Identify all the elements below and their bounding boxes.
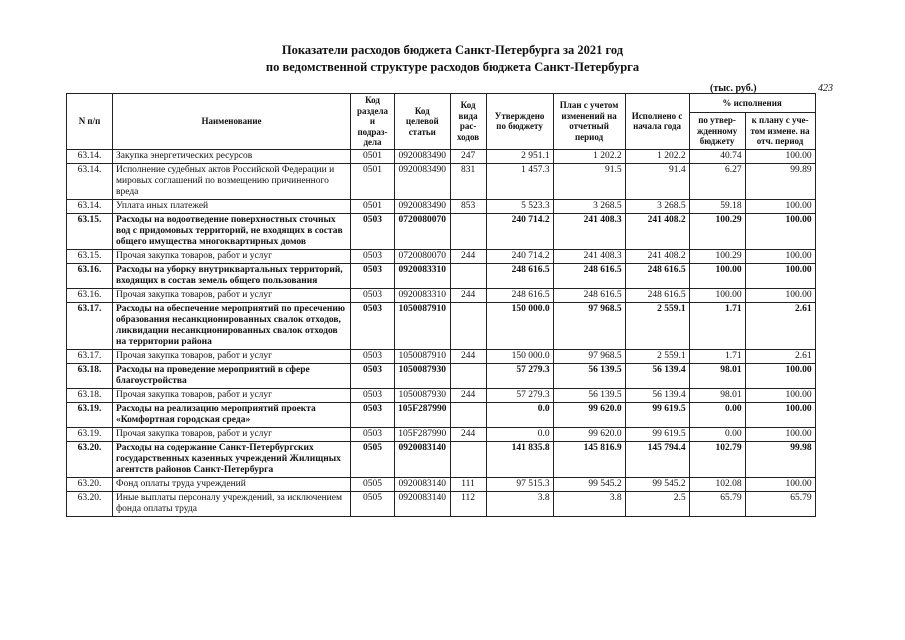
row-number: 63.17. [67,349,113,363]
table-row [67,249,816,263]
row-plan: 248 616.5 [553,288,625,302]
table-row [67,363,816,388]
page-number: 423 [818,83,833,94]
row-section-code: 0503 [351,427,395,441]
row-section-code: 0501 [351,149,395,163]
col-header-name: Наименование [113,94,351,150]
row-approved: 150 000.0 [486,302,553,349]
row-plan: 99 620.0 [553,402,625,427]
row-plan: 99 620.0 [553,427,625,441]
table-row [67,402,816,427]
row-target-code: 0720080070 [395,249,451,263]
row-approved: 1 457.3 [486,163,553,199]
row-target-code: 0920083140 [395,441,451,477]
row-plan: 56 139.5 [553,388,625,402]
row-section-code: 0503 [351,349,395,363]
row-plan: 1 202.2 [553,149,625,163]
row-section-code: 0503 [351,213,395,249]
row-name: Расходы на уборку внутриквартальных территорий, входящих в состав земель общего пользования [113,263,351,288]
col-header-pct-group: % исполнения [689,94,815,113]
row-pct-budget: 102.79 [689,441,745,477]
row-pct-plan: 100.00 [745,427,815,441]
row-kind-code: 244 [450,288,486,302]
row-number: 63.19. [67,427,113,441]
row-done: 248 616.5 [625,288,689,302]
row-pct-plan: 100.00 [745,213,815,249]
row-name: Прочая закупка товаров, работ и услуг [113,427,351,441]
row-section-code: 0505 [351,491,395,516]
row-plan: 97 968.5 [553,302,625,349]
table-body [67,149,816,516]
row-done: 56 139.4 [625,388,689,402]
row-approved: 57 279.3 [486,363,553,388]
row-pct-budget: 0.00 [689,402,745,427]
row-pct-plan: 100.00 [745,363,815,388]
row-plan: 97 968.5 [553,349,625,363]
table-row [67,302,816,349]
row-pct-budget: 100.29 [689,249,745,263]
row-pct-plan: 99.89 [745,163,815,199]
row-approved: 0.0 [486,427,553,441]
row-approved: 97 515.3 [486,477,553,491]
row-approved: 57 279.3 [486,388,553,402]
row-kind-code: 112 [450,491,486,516]
row-done: 241 408.2 [625,213,689,249]
row-name: Фонд оплаты труда учреждений [113,477,351,491]
col-header-approved: Утверждено по бюджету [486,94,553,150]
row-plan: 56 139.5 [553,363,625,388]
row-kind-code [450,302,486,349]
row-plan: 145 816.9 [553,441,625,477]
row-target-code: 105F287990 [395,427,451,441]
col-header-kind: Код вида рас-ходов [450,94,486,150]
row-kind-code: 244 [450,388,486,402]
title-line-1: Показатели расходов бюджета Санкт-Петербурга за 2021 год [281,43,624,57]
row-pct-budget: 100.29 [689,213,745,249]
row-name: Прочая закупка товаров, работ и услуг [113,288,351,302]
row-pct-budget: 98.01 [689,363,745,388]
row-number: 63.18. [67,363,113,388]
row-pct-plan: 100.00 [745,402,815,427]
row-pct-budget: 59.18 [689,199,745,213]
row-done: 99 619.5 [625,427,689,441]
row-approved: 248 616.5 [486,263,553,288]
row-pct-plan: 65.79 [745,491,815,516]
row-done: 1 202.2 [625,149,689,163]
row-section-code: 0501 [351,199,395,213]
row-approved: 141 835.8 [486,441,553,477]
row-section-code: 0503 [351,388,395,402]
row-pct-budget: 1.71 [689,349,745,363]
row-name: Прочая закупка товаров, работ и услуг [113,249,351,263]
row-plan: 91.5 [553,163,625,199]
row-plan: 248 616.5 [553,263,625,288]
row-plan: 3 268.5 [553,199,625,213]
row-kind-code: 244 [450,427,486,441]
row-number: 63.19. [67,402,113,427]
row-number: 63.16. [67,288,113,302]
row-done: 241 408.2 [625,249,689,263]
row-target-code: 1050087910 [395,302,451,349]
row-name: Иные выплаты персоналу учреждений, за исключением фонда оплаты труда [113,491,351,516]
row-approved: 150 000.0 [486,349,553,363]
table-row [67,213,816,249]
title-line-2: по ведомственной структуре расходов бюджета Санкт-Петербурга [265,60,640,74]
row-pct-plan: 100.00 [745,149,815,163]
budget-table [66,93,816,517]
row-number: 63.14. [67,163,113,199]
row-section-code: 0503 [351,302,395,349]
row-done: 248 616.5 [625,263,689,288]
row-approved: 0.0 [486,402,553,427]
row-name: Расходы на обеспечение мероприятий по пресечению образования несанкционированных свалок отходов, ликвидации несанкционированных свалок отходов на территории района [113,302,351,349]
row-section-code: 0503 [351,263,395,288]
row-pct-plan: 2.61 [745,349,815,363]
row-section-code: 0503 [351,288,395,302]
row-target-code: 0920083140 [395,491,451,516]
row-name: Прочая закупка товаров, работ и услуг [113,388,351,402]
row-done: 2.5 [625,491,689,516]
table-row [67,441,816,477]
row-pct-plan: 100.00 [745,199,815,213]
row-done: 3 268.5 [625,199,689,213]
row-pct-plan: 99.98 [745,441,815,477]
row-approved: 5 523.3 [486,199,553,213]
row-pct-budget: 102.08 [689,477,745,491]
row-target-code: 1050087910 [395,349,451,363]
row-done: 2 559.1 [625,349,689,363]
row-name: Закупка энергетических ресурсов [113,149,351,163]
row-kind-code: 111 [450,477,486,491]
row-name: Расходы на проведение мероприятий в сфере благоустройства [113,363,351,388]
table-row [67,349,816,363]
row-target-code: 0720080070 [395,213,451,249]
table-row [67,263,816,288]
row-approved: 2 951.1 [486,149,553,163]
row-pct-plan: 100.00 [745,477,815,491]
row-target-code: 1050087930 [395,363,451,388]
row-pct-plan: 100.00 [745,288,815,302]
table-row [67,427,816,441]
row-plan: 241 408.3 [553,213,625,249]
row-number: 63.15. [67,249,113,263]
row-kind-code: 831 [450,163,486,199]
row-done: 2 559.1 [625,302,689,349]
col-header-plan: План с учетом изменений на отчетный период [553,94,625,150]
row-section-code: 0505 [351,441,395,477]
table-row [67,288,816,302]
row-approved: 240 714.2 [486,213,553,249]
units-label: (тыс. руб.) [710,83,757,94]
row-pct-plan: 100.00 [745,249,815,263]
row-target-code: 0920083140 [395,477,451,491]
row-kind-code [450,402,486,427]
table-row [67,388,816,402]
row-kind-code: 244 [450,249,486,263]
row-plan: 99 545.2 [553,477,625,491]
row-kind-code: 853 [450,199,486,213]
col-header-pct-budget: по утвер-жденному бюджету [689,113,745,149]
row-done: 91.4 [625,163,689,199]
row-done: 145 794.4 [625,441,689,477]
row-name: Уплата иных платежей [113,199,351,213]
row-number: 63.20. [67,441,113,477]
row-pct-budget: 100.00 [689,263,745,288]
row-name: Расходы на водоотведение поверхностных сточных вод с придомовых территорий, не входящих в состав общего имущества многоквартирных домов [113,213,351,249]
row-section-code: 0501 [351,163,395,199]
row-number: 63.20. [67,477,113,491]
row-pct-budget: 1.71 [689,302,745,349]
row-approved: 3.8 [486,491,553,516]
row-kind-code: 247 [450,149,486,163]
row-name: Расходы на содержание Санкт-Петербургских государственных казенных учреждений Жилищных агентств районов Санкт-Петербурга [113,441,351,477]
row-name: Прочая закупка товаров, работ и услуг [113,349,351,363]
row-pct-budget: 6.27 [689,163,745,199]
row-kind-code: 244 [450,349,486,363]
row-section-code: 0503 [351,363,395,388]
document-title [0,42,905,76]
row-number: 63.18. [67,388,113,402]
row-target-code: 0920083490 [395,163,451,199]
row-section-code: 0503 [351,249,395,263]
row-number: 63.14. [67,149,113,163]
row-approved: 248 616.5 [486,288,553,302]
row-pct-budget: 100.00 [689,288,745,302]
row-done: 99 619.5 [625,402,689,427]
row-target-code: 0920083490 [395,149,451,163]
row-kind-code [450,441,486,477]
row-done: 99 545.2 [625,477,689,491]
row-plan: 241 408.3 [553,249,625,263]
row-target-code: 1050087930 [395,388,451,402]
col-header-pct-plan: к плану с уче-том измене. на отч. период [745,113,815,149]
row-pct-budget: 98.01 [689,388,745,402]
row-plan: 3.8 [553,491,625,516]
row-pct-budget: 0.00 [689,427,745,441]
row-target-code: 105F287990 [395,402,451,427]
row-target-code: 0920083310 [395,263,451,288]
row-section-code: 0505 [351,477,395,491]
row-pct-plan: 100.00 [745,263,815,288]
table-row [67,477,816,491]
row-done: 56 139.4 [625,363,689,388]
row-section-code: 0503 [351,402,395,427]
row-number: 63.14. [67,199,113,213]
row-name: Расходы на реализацию мероприятий проекта «Комфортная городская среда» [113,402,351,427]
table-row [67,199,816,213]
row-kind-code [450,363,486,388]
row-target-code: 0920083310 [395,288,451,302]
table-row [67,163,816,199]
row-pct-budget: 40.74 [689,149,745,163]
table-row [67,149,816,163]
row-name: Исполнение судебных актов Российской Федерации и мировых соглашений по возмещению причиненного вреда [113,163,351,199]
row-target-code: 0920083490 [395,199,451,213]
row-number: 63.16. [67,263,113,288]
row-kind-code [450,263,486,288]
row-pct-plan: 100.00 [745,388,815,402]
table-row [67,491,816,516]
row-approved: 240 714.2 [486,249,553,263]
row-number: 63.20. [67,491,113,516]
row-pct-plan: 2.61 [745,302,815,349]
col-header-target: Код целевой статьи [395,94,451,150]
col-header-section: Код раздела и подраз-дела [351,94,395,150]
table-header [67,94,816,150]
row-kind-code [450,213,486,249]
row-number: 63.15. [67,213,113,249]
row-number: 63.17. [67,302,113,349]
col-header-num: N п/п [67,94,113,150]
col-header-done: Исполнено с начала года [625,94,689,150]
row-pct-budget: 65.79 [689,491,745,516]
